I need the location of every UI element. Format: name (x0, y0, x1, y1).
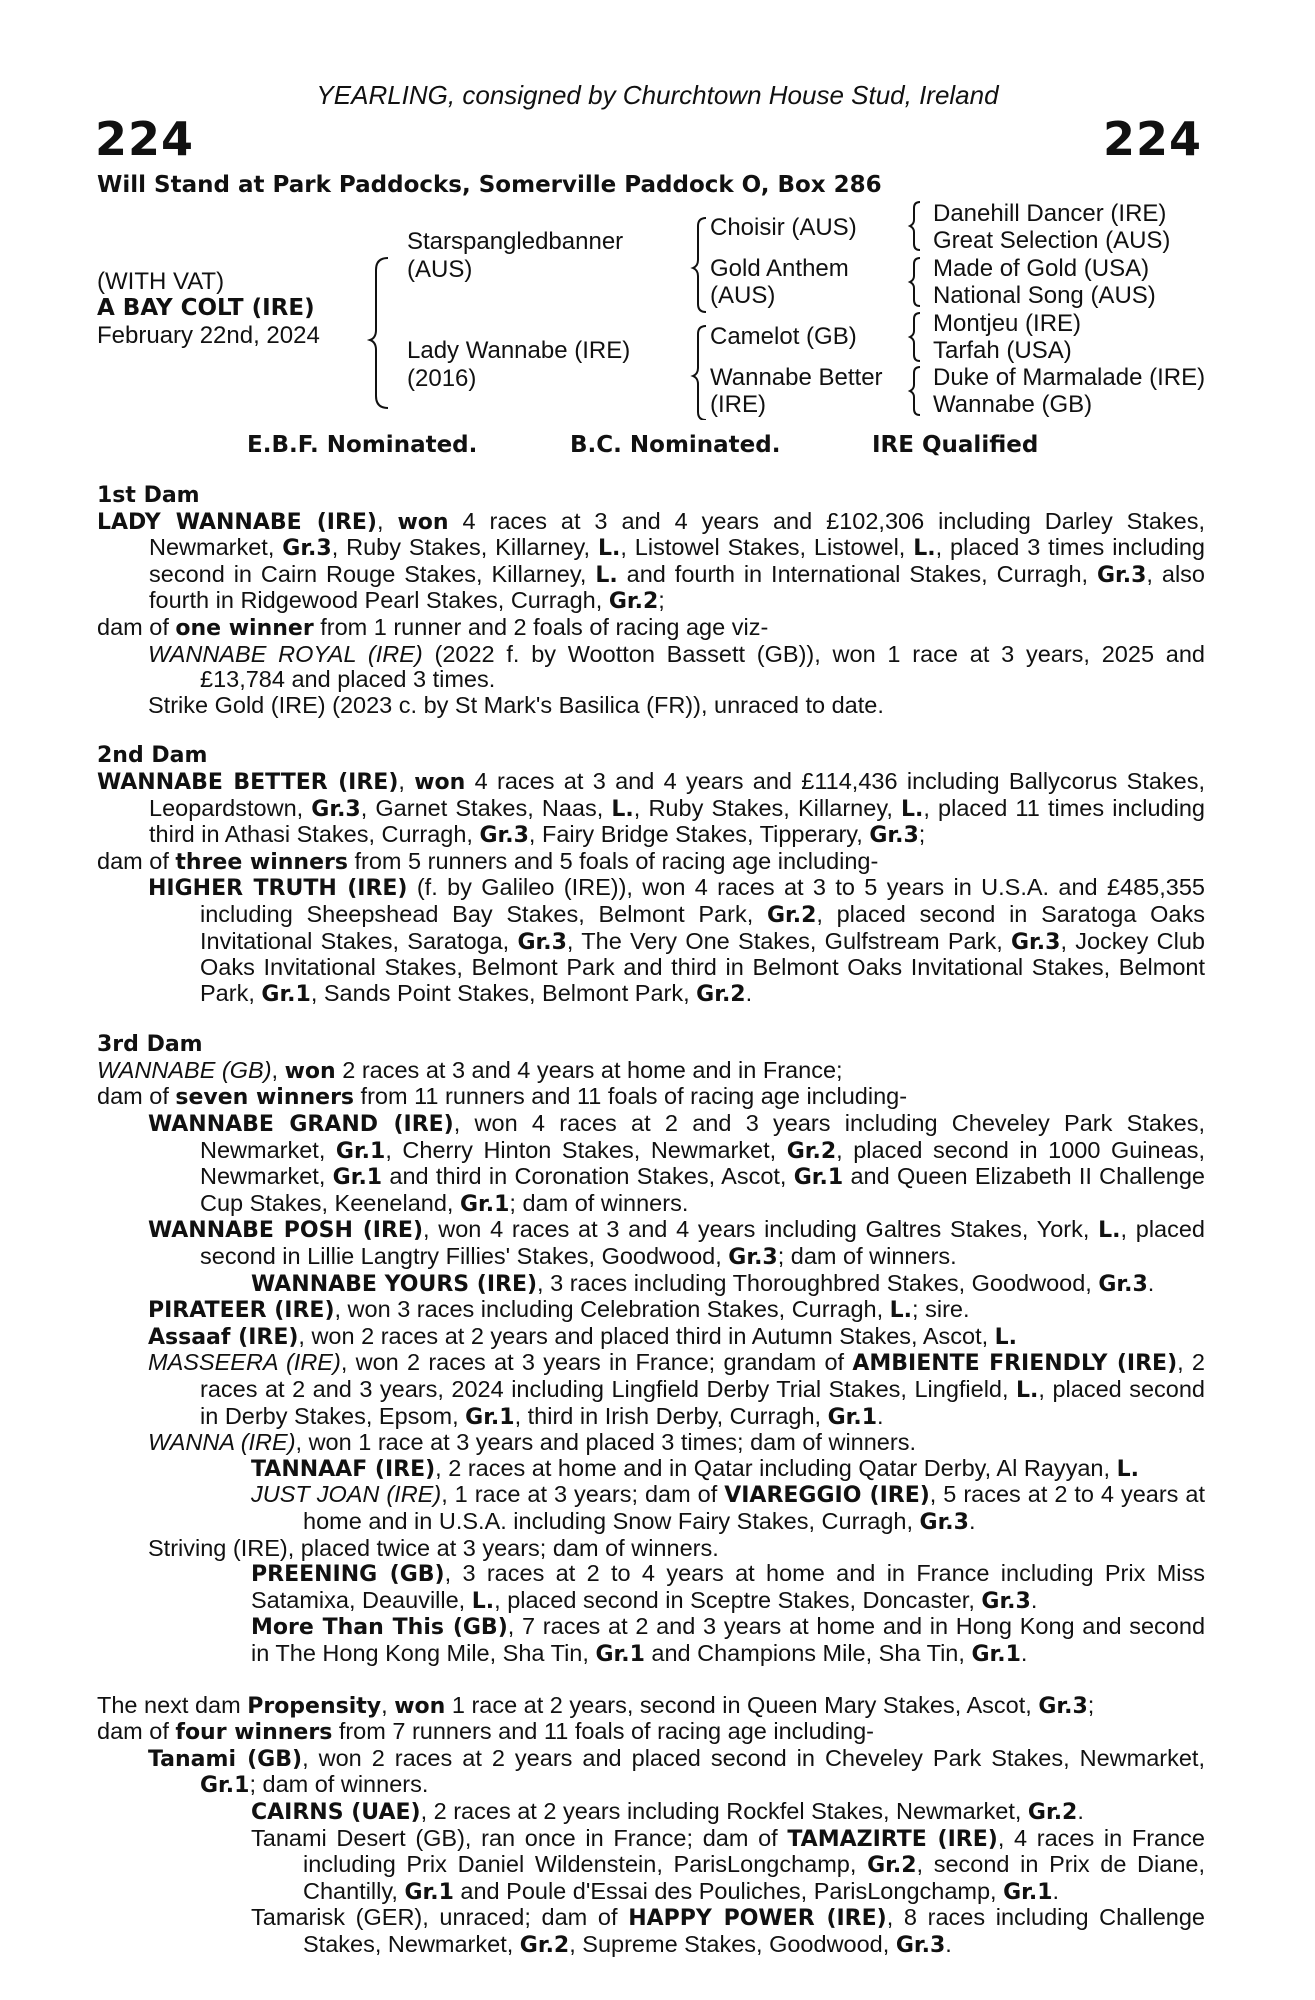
produce-just-joan: JUST JOAN (IRE), 1 race at 3 years; dam of VIAREGGIO (IRE), 5 races at 2 to 4 years at home and in U.S.A. including Snow Fairy Stakes, Curragh, Gr.3. (251, 1481, 1205, 1535)
produce-cairns: CAIRNS (UAE), 2 races at 2 years including Rockfel Stakes, Newmarket, Gr.2. (251, 1797, 1084, 1825)
ire-qualified: IRE Qualified (872, 432, 1039, 458)
third-dam-heading: 3rd Dam (97, 1032, 203, 1058)
horse-name: A BAY COLT (IRE) (97, 295, 315, 321)
ssd: Great Selection (AUS) (933, 227, 1171, 254)
dam-sire: Camelot (GB) (710, 323, 857, 350)
first-dam-record: LADY WANNABE (IRE), won 4 races at 3 and 4 years and £102,306 including Darley Stakes, Newmarket, Gr.3, Ruby Stakes, Killarney, L., Listowel Stakes, Listowel, L., placed 3 times including second in Cairn Rouge Stakes, Killarney, L. and fourth in International Stakes, Curragh, Gr.3, also fourth in Ridgewood Pearl Stakes, Curragh, Gr.2; (97, 507, 1205, 615)
produce-tamarisk: Tamarisk (GER), unraced; dam of HAPPY POWER (IRE), 8 races including Challenge Stakes, Newmarket, Gr.2, Supreme Stakes, Goodwood, Gr.3. (251, 1904, 1206, 1958)
dam-name: Lady Wannabe (IRE) (407, 337, 631, 364)
sds: Made of Gold (USA) (933, 255, 1150, 282)
sire-dam: Gold Anthem (710, 255, 849, 282)
produce-wannabe-yours: WANNABE YOURS (IRE), 3 races including Thoroughbred Stakes, Goodwood, Gr.3. (251, 1269, 1155, 1297)
sire-dam-country: (AUS) (710, 282, 776, 309)
vat-note: (WITH VAT) (97, 268, 225, 295)
third-dam-produce-summary: dam of seven winners from 11 runners and 11 foals of racing age including- (97, 1083, 908, 1111)
dsd: Tarfah (USA) (933, 337, 1072, 364)
lot-number-left: 224 (95, 112, 195, 166)
bc-nominated: B.C. Nominated. (570, 432, 781, 458)
produce-wannabe-grand: WANNABE GRAND (IRE), won 4 races at 2 and 3 years including Cheveley Park Stakes, Newmarket, Gr.1, Cherry Hinton Stakes, Newmarket, Gr.2, placed second in 1000 Guineas, Newmarket, Gr.1 and third in Coronation Stakes, Ascot, Gr.1 and Queen Elizabeth II Challenge Cup Stakes, Keeneland, Gr.1; dam of winners. (148, 1110, 1206, 1217)
next-dam-produce-summary: dam of four winners from 7 runners and 11 foals of racing age including- (97, 1718, 874, 1746)
produce-tannaaf: TANNAAF (IRE), 2 races at home and in Qatar including Qatar Derby, Al Rayyan, L. (251, 1454, 1139, 1482)
sss: Danehill Dancer (IRE) (933, 200, 1167, 227)
produce-assaaf: Assaaf (IRE), won 2 races at 2 years and placed third in Autumn Stakes, Ascot, L. (148, 1322, 1018, 1350)
sire-name: Starspangledbanner (407, 228, 624, 255)
first-dam-produce-summary: dam of one winner from 1 runner and 2 foals of racing age viz- (97, 613, 769, 641)
produce-tanami: Tanami (GB), won 2 races at 2 years and placed second in Cheveley Park Stakes, Newmarket, Gr.1; dam of winners. (148, 1744, 1205, 1799)
produce-wannabe-posh: WANNABE POSH (IRE), won 4 races at 3 and 4 years including Galtres Stakes, York, L., placed second in Lillie Langtry Fillies' Stakes, Goodwood, Gr.3; dam of winners. (148, 1216, 1205, 1271)
produce-pirateer: PIRATEER (IRE), won 3 races including Celebration Stakes, Curragh, L.; sire. (148, 1296, 970, 1324)
first-dam-heading: 1st Dam (97, 483, 200, 508)
produce-higher-truth: HIGHER TRUTH (IRE) (f. by Galileo (IRE)), won 4 races at 3 to 5 years in U.S.A. and £485,355 including Sheepshead Bay Stakes, Belmont Park, Gr.2, placed second in Saratoga Oaks Invitational Stakes, Saratoga, Gr.3, The Very One Stakes, Gulfstream Park, Gr.3, Jockey Club Oaks Invitational Stakes, Belmont Park and third in Belmont Oaks Invitational Stakes, Belmont Park, Gr.1, Sands Point Stakes, Belmont Park, Gr.2. (148, 874, 1206, 1007)
produce-wannabe-royal: WANNABE ROYAL (IRE) (2022 f. by Wootton Bassett (GB)), won 1 race at 3 years, 2025 and £13,784 and placed 3 times. (148, 640, 1205, 693)
dam-year: (2016) (407, 365, 477, 392)
produce-preening: PREENING (GB), 3 races at 2 to 4 years at home and in France including Prix Miss Satamixa, Deauville, L., placed second in Sceptre Stakes, Doncaster, Gr.3. (251, 1560, 1205, 1614)
foaling-date: February 22nd, 2024 (97, 322, 320, 349)
second-dam-heading: 2nd Dam (97, 743, 208, 769)
dss: Montjeu (IRE) (933, 310, 1082, 337)
dam-dam-country: (IRE) (710, 391, 766, 418)
produce-wanna: WANNA (IRE), won 1 race at 3 years and placed 3 times; dam of winners. (148, 1429, 916, 1456)
lot-number-right: 224 (1102, 112, 1202, 166)
dam-dam: Wannabe Better (710, 364, 883, 391)
sire-sire: Choisir (AUS) (710, 214, 857, 241)
ddd: Wannabe (GB) (933, 391, 1093, 418)
sire-country: (AUS) (407, 256, 473, 283)
consignment-line: YEARLING, consigned by Churchtown House Stud, Ireland (316, 80, 999, 110)
produce-strike-gold: Strike Gold (IRE) (2023 c. by St Mark's Basilica (FR)), unraced to date. (148, 691, 884, 718)
produce-tanami-desert: Tanami Desert (GB), ran once in France; dam of TAMAZIRTE (IRE), 4 races in France including Prix Daniel Wildenstein, ParisLongchamp, Gr.2, second in Prix de Diane, Chantilly, Gr.1 and Poule d'Essai des Pouliches, ParisLongchamp, Gr.1. (251, 1824, 1206, 1905)
ebf-nominated: E.B.F. Nominated. (247, 432, 478, 458)
produce-striving: Striving (IRE), placed twice at 3 years; dam of winners. (148, 1534, 719, 1561)
second-dam-produce-summary: dam of three winners from 5 runners and 5 foals of racing age including- (97, 847, 879, 875)
catalogue-body (97, 483, 1205, 1958)
second-dam-record: WANNABE BETTER (IRE), won 4 races at 3 and 4 years and £114,436 including Ballycorus Stakes, Leopardstown, Gr.3, Garnet Stakes, Naas, L., Ruby Stakes, Killarney, L., placed 11 times including third in Athasi Stakes, Curragh, Gr.3, Fairy Bridge Stakes, Tipperary, Gr.3; (97, 767, 1206, 849)
produce-masseera: MASSEERA (IRE), won 2 races at 3 years in France; grandam of AMBIENTE FRIENDLY (IRE), 2 races at 2 and 3 years, 2024 including Lingfield Derby Trial Stakes, Lingfield, L., placed second in Derby Stakes, Epsom, Gr.1, third in Irish Derby, Curragh, Gr.1. (148, 1349, 1205, 1430)
sdd: National Song (AUS) (933, 282, 1156, 309)
produce-more-than-this: More Than This (GB), 7 races at 2 and 3 years at home and in Hong Kong and second in The Hong Kong Mile, Sha Tin, Gr.1 and Champions Mile, Sha Tin, Gr.1. (251, 1613, 1206, 1667)
dds: Duke of Marmalade (IRE) (933, 364, 1206, 391)
next-dam-record: The next dam Propensity, won 1 race at 2 years, second in Queen Mary Stakes, Ascot, Gr.3; (97, 1691, 1095, 1719)
third-dam-record: WANNABE (GB), won 2 races at 3 and 4 years at home and in France; (97, 1056, 843, 1084)
stand-location: Will Stand at Park Paddocks, Somerville Paddock O, Box 286 (97, 172, 882, 198)
